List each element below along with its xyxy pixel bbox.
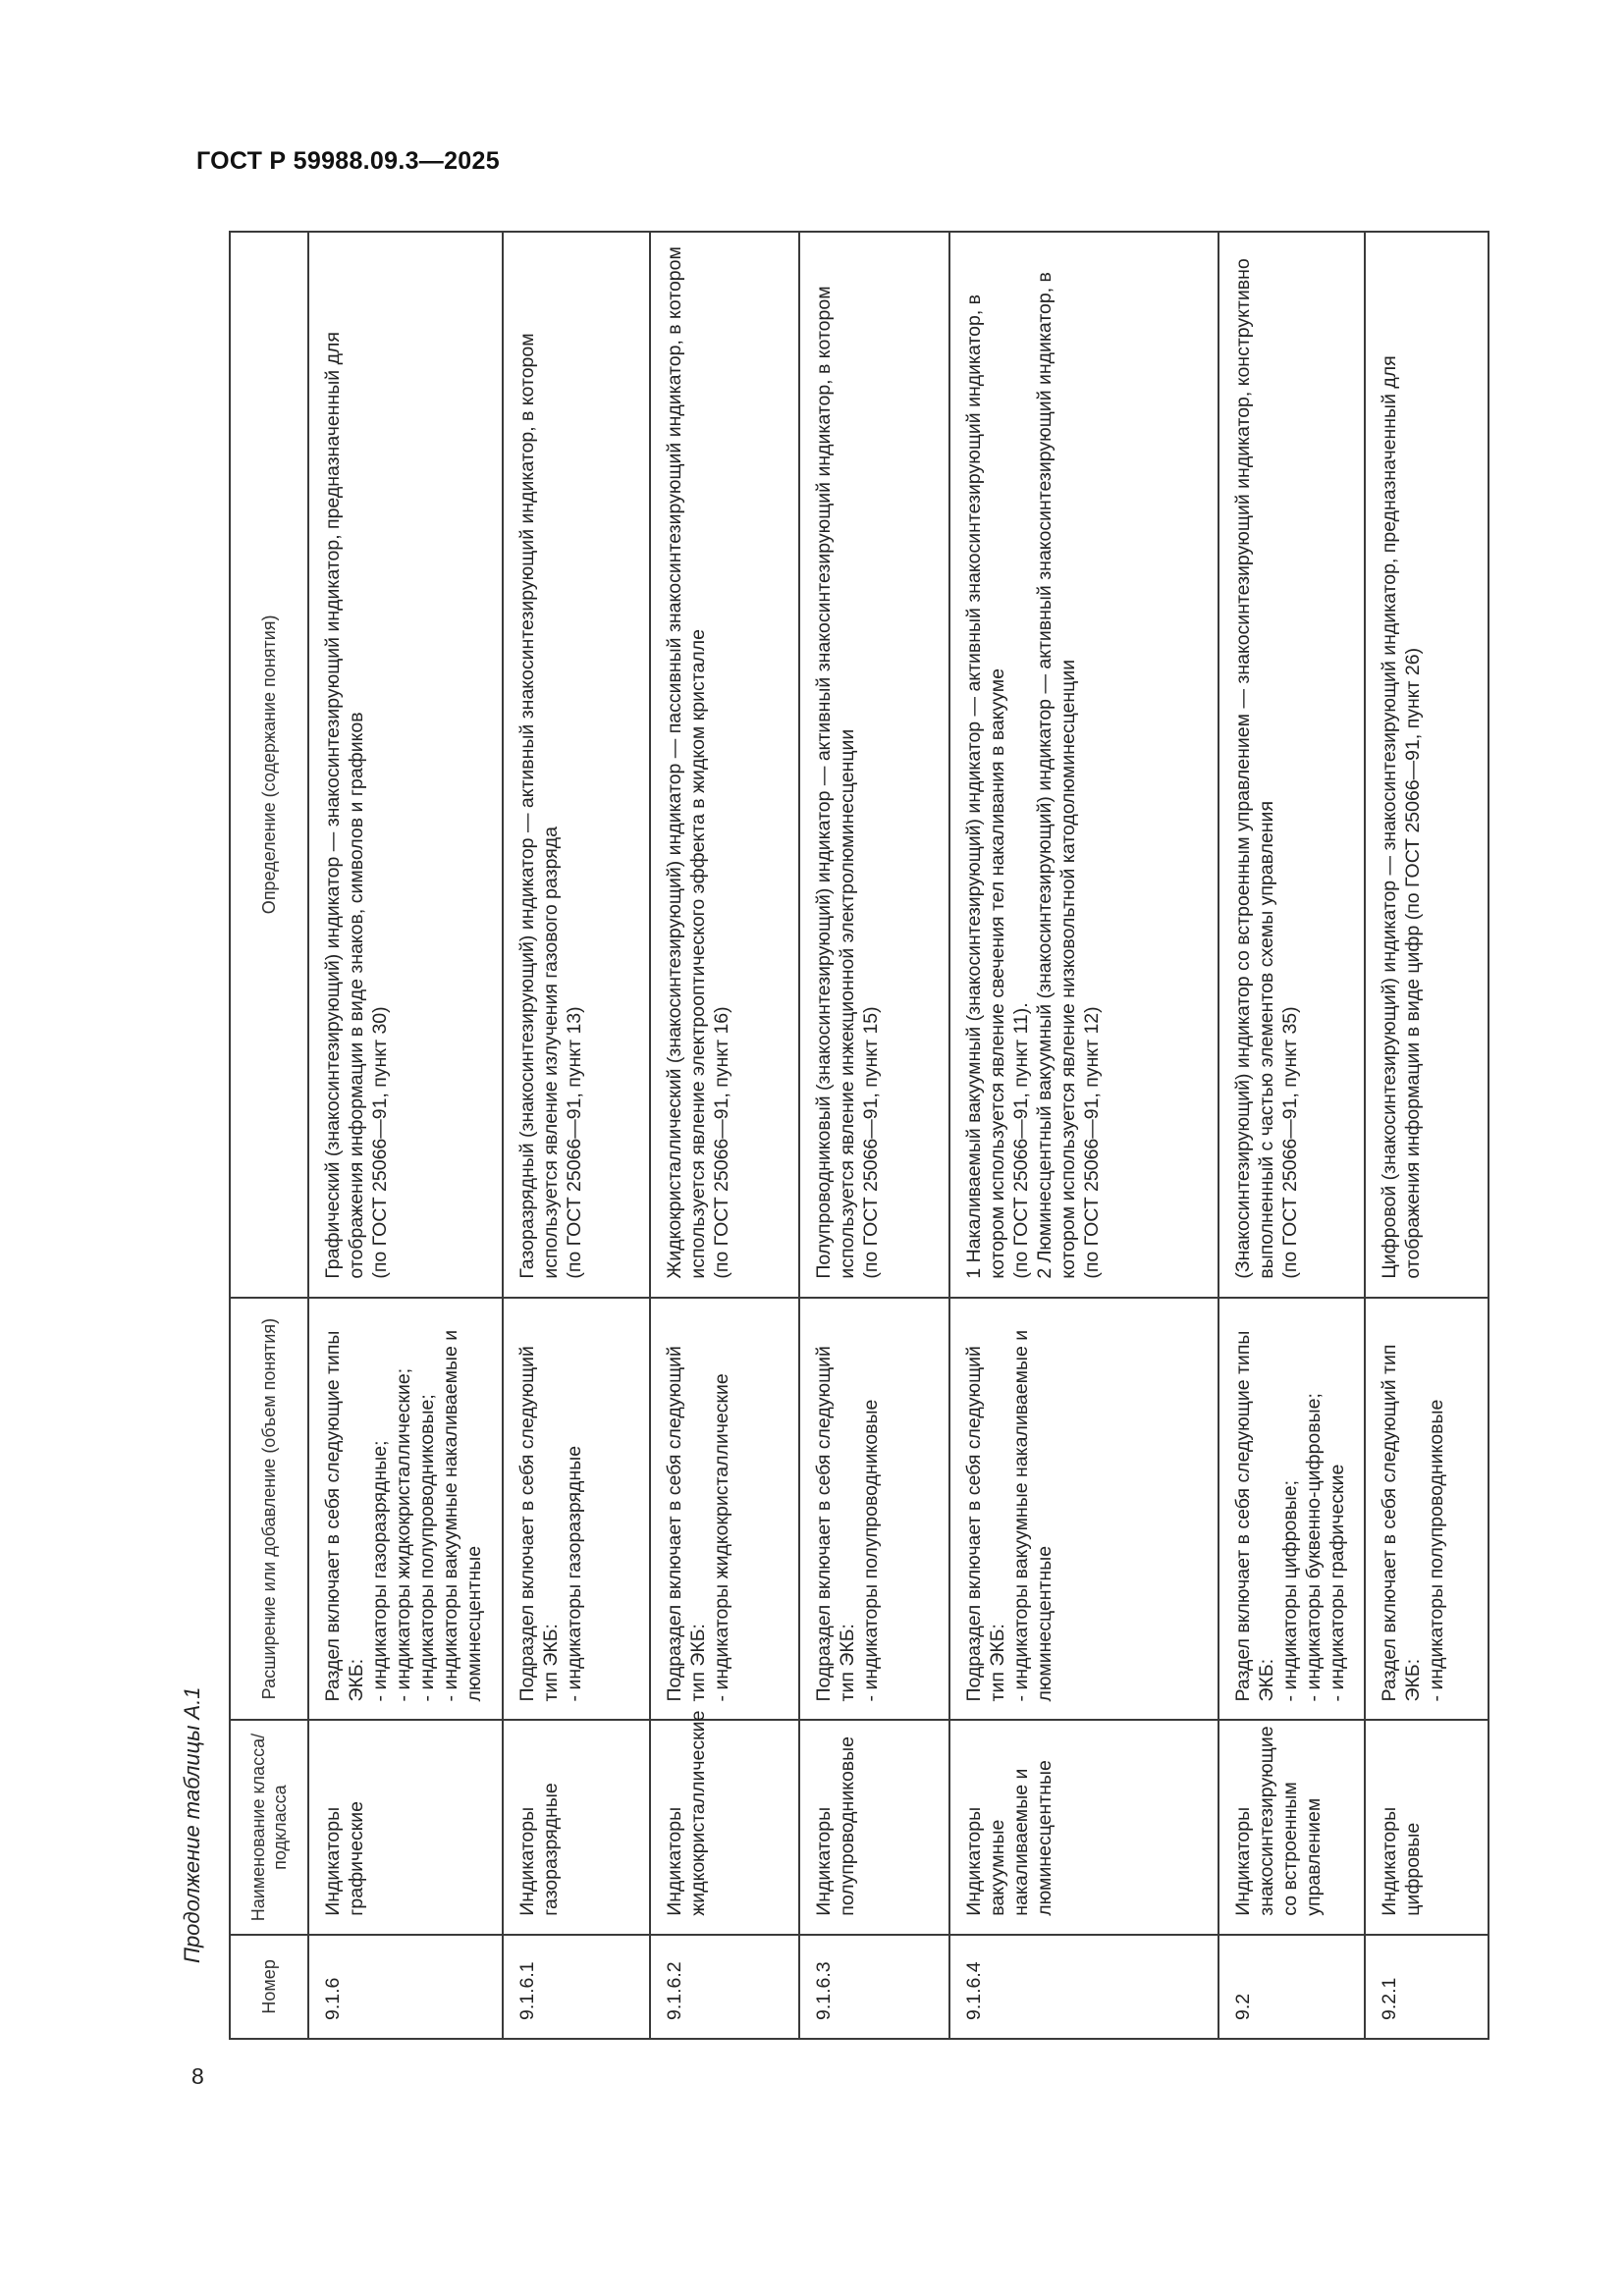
classification-table bbox=[229, 231, 1489, 2040]
row-class-name: Индикаторы полупроводниковые bbox=[799, 1720, 949, 1934]
rotated-table-container bbox=[229, 231, 1488, 2040]
row-definition: Графический (знакосинтезирующий) индикатор — знакосинтезирующий индикатор, предназначенный для отображения информации в виде знаков, символов и графиков (по ГОСТ 25066—91, пункт 30) bbox=[308, 232, 503, 1298]
row-scope: Раздел включает в себя следующие типы ЭКБ: - индикаторы газоразрядные; - индикаторы жидкокристаллические; - индикаторы полупроводниковые; - индикаторы вакуумные накаливаемые и люминесцентные bbox=[308, 1298, 503, 1721]
table-row bbox=[1365, 232, 1489, 2039]
table-header-row bbox=[230, 232, 308, 2039]
row-definition: Газоразрядный (знакосинтезирующий) индикатор — активный знакосинтезирующий индикатор, в котором используется явление излучения газового разряда (по ГОСТ 25066—91, пункт 13) bbox=[503, 232, 650, 1298]
row-definition: Жидкокристаллический (знакосинтезирующий) индикатор — пассивный знакосинтезирующий индикатор, в котором используется явление электрооптического эффекта в жидком кристалле (по ГОСТ 25066—91, пункт 16) bbox=[650, 232, 799, 1298]
table-row bbox=[949, 232, 1218, 2039]
row-class-name: Индикаторы газоразрядные bbox=[503, 1720, 650, 1934]
row-number: 9.2.1 bbox=[1365, 1935, 1489, 2039]
row-scope: Подраздел включает в себя следующий тип ЭКБ: - индикаторы полупроводниковые bbox=[799, 1298, 949, 1721]
page-number: 8 bbox=[191, 2063, 204, 2089]
row-scope: Раздел включает в себя следующий тип ЭКБ: - индикаторы полупроводниковые bbox=[1365, 1298, 1489, 1721]
column-header-definition: Определение (содержание понятия) bbox=[230, 232, 308, 1298]
column-header-number: Номер bbox=[230, 1935, 308, 2039]
row-definition: Цифровой (знакосинтезирующий) индикатор — знакосинтезирующий индикатор, предназначенный для отображения информации в виде цифр (по ГОСТ 25066—91, пункт 26) bbox=[1365, 232, 1489, 1298]
row-number: 9.1.6 bbox=[308, 1935, 503, 2039]
row-class-name: Индикаторы цифровые bbox=[1365, 1720, 1489, 1934]
row-class-name: Индикаторы вакуумные накаливаемые и люминесцентные bbox=[949, 1720, 1218, 1934]
row-class-name: Индикаторы жидкокристаллические bbox=[650, 1720, 799, 1934]
document-header: ГОСТ Р 59988.09.3—2025 bbox=[196, 147, 500, 175]
row-definition: (Знакосинтезирующий) индикатор со встроенным управлением — знакосинтезирующий индикатор, конструктивно выполненный с частью элементов схемы управления (по ГОСТ 25066—91, пункт 35) bbox=[1218, 232, 1365, 1298]
table-continuation-label: Продолжение таблицы А.1 bbox=[180, 1686, 204, 1963]
row-definition: 1 Накаливаемый вакуумный (знакосинтезирующий) индикатор — активный знакосинтезирующий индикатор, в котором используется явление свечения тел накаливания в вакууме (по ГОСТ 25066—91, пункт 11). 2 Люминесцентный вакуумный (знакосинтезирующий) индикатор — активный знакосинтезирующий индикатор, в котором используется явление низковольтной катодолюминесценции (по ГОСТ 25066—91, пункт 12) bbox=[949, 232, 1218, 1298]
row-scope: Раздел включает в себя следующие типы ЭКБ: - индикаторы цифровые; - индикаторы буквенно-цифровые; - индикаторы графические bbox=[1218, 1298, 1365, 1721]
table-row bbox=[503, 232, 650, 2039]
row-scope: Подраздел включает в себя следующий тип ЭКБ: - индикаторы вакуумные накаливаемые и люминесцентные bbox=[949, 1298, 1218, 1721]
row-definition: Полупроводниковый (знакосинтезирующий) индикатор — активный знакосинтезирующий индикатор, в котором используется явление инжекционной электролюминесценции (по ГОСТ 25066—91, пункт 15) bbox=[799, 232, 949, 1298]
column-header-name: Наименование класса/подкласса bbox=[230, 1720, 308, 1934]
row-number: 9.1.6.2 bbox=[650, 1935, 799, 2039]
row-class-name: Индикаторы графические bbox=[308, 1720, 503, 1934]
table-row bbox=[799, 232, 949, 2039]
row-number: 9.1.6.1 bbox=[503, 1935, 650, 2039]
table-row bbox=[1218, 232, 1365, 2039]
column-header-scope: Расширение или добавление (объем понятия) bbox=[230, 1298, 308, 1721]
table-row bbox=[308, 232, 503, 2039]
table-row bbox=[650, 232, 799, 2039]
row-scope: Подраздел включает в себя следующий тип ЭКБ: - индикаторы газоразрядные bbox=[503, 1298, 650, 1721]
row-number: 9.2 bbox=[1218, 1935, 1365, 2039]
row-scope: Подраздел включает в себя следующий тип ЭКБ: - индикаторы жидкокристаллические bbox=[650, 1298, 799, 1721]
row-number: 9.1.6.3 bbox=[799, 1935, 949, 2039]
row-number: 9.1.6.4 bbox=[949, 1935, 1218, 2039]
row-class-name: Индикаторы знакосинтезирующие со встроенным управлением bbox=[1218, 1720, 1365, 1934]
